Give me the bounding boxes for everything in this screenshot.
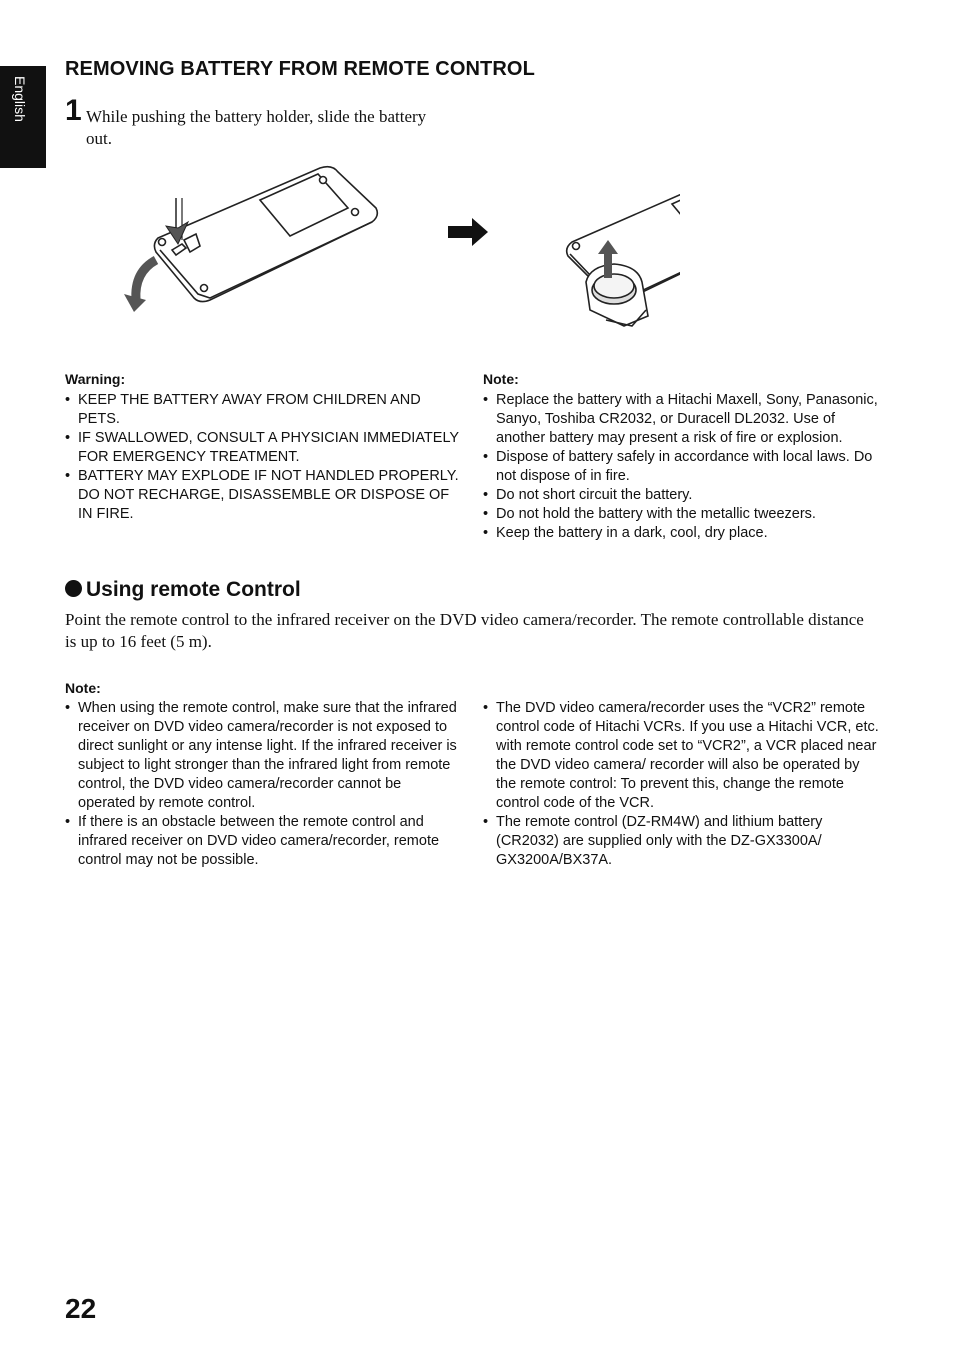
warning-item: • BATTERY MAY EXPLODE IF NOT HANDLED PROPERLY. DO NOT RECHARGE, DISASSEMBLE OR DISPOSE OF IN FIRE. bbox=[65, 467, 460, 524]
language-tab bbox=[0, 66, 46, 168]
using-remote-title-text: Using remote Control bbox=[86, 578, 301, 601]
bullet-dot-icon bbox=[65, 580, 82, 597]
note-item: • Dispose of battery safely in accordance with local laws. Do not dispose of in fire. bbox=[483, 448, 883, 486]
usage-note-right-column bbox=[483, 699, 883, 870]
language-tab-label: English bbox=[12, 76, 28, 122]
right-arrow-icon bbox=[448, 218, 488, 246]
note-item: • If there is an obstacle between the remote control and infrared receiver on DVD video camera/recorder, remote control may not be possible. bbox=[65, 813, 460, 870]
page-number: 22 bbox=[65, 1293, 97, 1324]
using-remote-paragraph: Point the remote control to the infrared receiver on the DVD video camera/recorder. The remote controllable distance is up to 16 feet (5 m). bbox=[65, 610, 864, 651]
note-item: • Keep the battery in a dark, cool, dry place. bbox=[483, 524, 883, 543]
battery-removal-illustration bbox=[120, 160, 680, 350]
note-item: • Do not short circuit the battery. bbox=[483, 486, 883, 505]
note-item: • The DVD video camera/recorder uses the “VCR2” remote control code of Hitachi VCRs. If you use a Hitachi VCR, etc. with remote control code set to “VCR2”, a VCR placed near the DVD video camera/ recorder will also be operated by the remote control: To prevent this, change the remote control code of the VCR. bbox=[483, 699, 883, 813]
warning-section bbox=[65, 370, 460, 524]
note-item: • Do not hold the battery with the metallic tweezers. bbox=[483, 505, 883, 524]
note-item: • The remote control (DZ-RM4W) and lithium battery (CR2032) are supplied only with the DZ-GX3300A/ GX3200A/BX37A. bbox=[483, 813, 883, 870]
warning-item: • KEEP THE BATTERY AWAY FROM CHILDREN AND PETS. bbox=[65, 391, 460, 429]
warning-item: • IF SWALLOWED, CONSULT A PHYSICIAN IMMEDIATELY FOR EMERGENCY TREATMENT. bbox=[65, 429, 460, 467]
usage-note-label: Note: bbox=[65, 680, 101, 696]
note-label: Note: bbox=[483, 371, 519, 387]
usage-note-left-column bbox=[65, 699, 460, 870]
note-item: • When using the remote control, make sure that the infrared receiver on DVD video camera/recorder is not exposed to direct sunlight or any intense light. If the infrared receiver is subject to light stronger than the infrared light from remote control, the DVD video camera/recorder cannot be operated by remote control. bbox=[65, 699, 460, 813]
battery-note-section bbox=[483, 370, 883, 543]
slide-out-curved-arrow-icon bbox=[124, 260, 156, 312]
warning-label: Warning: bbox=[65, 371, 126, 387]
note-item: • Replace the battery with a Hitachi Maxell, Sony, Panasonic, Sanyo, Toshiba CR2032, or Duracell DL2032. Use of another battery may present a risk of fire or explosion. bbox=[483, 391, 883, 448]
step-number: 1 bbox=[65, 94, 82, 127]
step-text: While pushing the battery holder, slide the battery out. bbox=[86, 107, 427, 148]
using-remote-title bbox=[65, 578, 301, 602]
section-title: REMOVING BATTERY FROM REMOTE CONTROL bbox=[65, 58, 535, 80]
remote-control-left-image bbox=[154, 167, 377, 302]
